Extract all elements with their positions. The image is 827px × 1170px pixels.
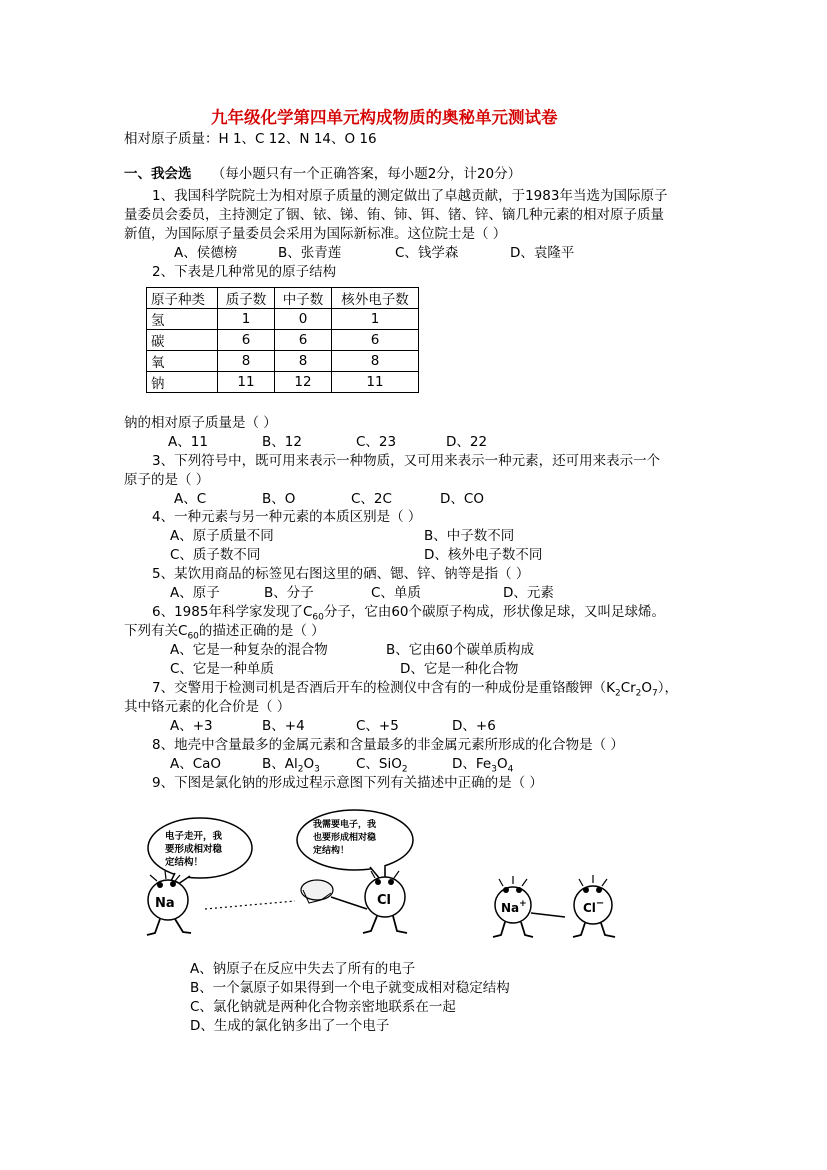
q9-option-a: A、钠原子在反应中失去了所有的电子	[190, 961, 416, 977]
q9-option-c: C、氯化钠就是两种化合物亲密地联系在一起	[190, 999, 456, 1015]
table-row	[147, 330, 419, 351]
q3-line2: 原子的是（ ）	[124, 472, 210, 488]
q6-subscript: 60	[312, 612, 324, 623]
q6-option-b: B、它由60个碳单质构成	[386, 642, 534, 658]
table-row	[147, 351, 419, 372]
q8-subscript: 3	[314, 764, 320, 775]
q7-option-a: A、+3	[170, 718, 213, 734]
q3-option-c: C、2C	[351, 491, 392, 507]
table-header-row	[147, 288, 419, 309]
q9-option-b: B、一个氯原子如果得到一个电子就变成相对稳定结构	[190, 980, 510, 996]
section-title: 一、我会选	[124, 166, 192, 182]
q8-option-text: D、Fe	[452, 756, 492, 772]
q8-option-text: O	[303, 756, 315, 772]
q4-option-c: C、质子数不同	[170, 547, 261, 563]
table-header: 核外电子数	[332, 288, 419, 309]
q1-line3: 新值，为国际原子量委员会采用为国际新标准。这位院士是（ ）	[124, 226, 507, 242]
table-cell: 8	[275, 351, 332, 372]
sodium-ion-character	[493, 876, 533, 937]
left-bubble-line: 定结构！	[165, 857, 204, 868]
atomic-masses: 相对原子质量：H 1、C 12、N 14、O 16	[124, 131, 377, 147]
electron-trail	[205, 901, 295, 909]
table-cell: 11	[332, 372, 419, 393]
q4-option-b: B、中子数不同	[424, 528, 515, 544]
right-bubble-line: 我需要电子，我	[313, 820, 377, 830]
butterfly-net-icon	[301, 880, 367, 909]
q7-text: O	[641, 680, 653, 696]
chlorine-atom-character	[363, 868, 407, 933]
q6-text: 6、1985年科学家发现了C	[152, 604, 313, 620]
na-label: Na	[155, 896, 175, 911]
q4-option-d: D、核外电子数不同	[424, 547, 543, 563]
table-cell: 碳	[147, 330, 218, 351]
q6-option-c: C、它是一种单质	[170, 661, 274, 677]
q7-option-b: B、+4	[262, 718, 305, 734]
table-cell: 钠	[147, 372, 218, 393]
cl-label: Cl	[377, 893, 391, 908]
q5-option-a: A、原子	[170, 585, 220, 601]
q1-option-b: B、张青莲	[278, 245, 342, 261]
q4-stem: 4、一种元素与另一种元素的本质区别是（ ）	[152, 509, 422, 525]
chloride-ion-character	[573, 875, 615, 937]
q6-option-a: A、它是一种复杂的混合物	[170, 642, 328, 658]
q1-option-c: C、钱学森	[395, 245, 459, 261]
q7-option-c: C、+5	[356, 718, 399, 734]
table-row	[147, 372, 419, 393]
table-cell: 6	[332, 330, 419, 351]
q8-subscript: 2	[297, 764, 304, 775]
table-header: 质子数	[218, 288, 275, 309]
q2-option-a: A、11	[168, 434, 208, 450]
na-ion-charge: +	[519, 899, 527, 909]
left-bubble-line: 要形成相对稳	[165, 844, 223, 855]
q7-text: ），	[657, 680, 679, 696]
section-instructions: （每小题只有一个正确答案，每小题2分，计20分）	[211, 166, 522, 182]
left-bubble-line: 电子走开，我	[165, 831, 223, 842]
q1-line2: 量委员会委员，主持测定了铟、铱、锑、铕、铈、铒、锗、锌、镝几种元素的相对原子质量	[124, 207, 664, 223]
table-cell: 氢	[147, 309, 218, 330]
q6-subscript: 60	[187, 631, 199, 642]
table-cell: 8	[218, 351, 275, 372]
q7-option-d: D、+6	[452, 718, 496, 734]
q8-subscript: 3	[491, 764, 497, 775]
table-cell: 12	[275, 372, 332, 393]
table-header: 原子种类	[147, 288, 218, 309]
atom-structure-table	[146, 287, 419, 393]
q8-subscript: 2	[401, 764, 408, 775]
q7-subscript: 7	[652, 688, 658, 699]
section-heading	[124, 162, 521, 182]
table-cell: 11	[218, 372, 275, 393]
q2-option-c: C、23	[356, 434, 397, 450]
q7-text: 7、交警用于检测司机是否酒后开车的检测仪中含有的一种成份是重铬酸钾（K	[152, 680, 615, 696]
holding-hands	[531, 913, 565, 917]
q1-option-a: A、侯德榜	[174, 245, 238, 261]
table-cell: 6	[275, 330, 332, 351]
table-cell: 0	[275, 309, 332, 330]
q3-option-a: A、C	[174, 491, 207, 507]
table-row	[147, 309, 419, 330]
q7-subscript: 2	[614, 688, 621, 699]
q3-option-b: B、O	[262, 491, 296, 507]
q6-text: 分子，它由60个碳原子构成，形状像足球，又叫足球烯。	[323, 604, 666, 620]
q5-stem: 5、某饮用商品的标签见右图这里的硒、锶、锌、钠等是指（ ）	[152, 566, 530, 582]
table-cell: 1	[218, 309, 275, 330]
q5-option-d: D、元素	[503, 585, 554, 601]
q5-option-b: B、分子	[264, 585, 314, 601]
q9-stem: 9、下图是氯化钠的形成过程示意图下列有关描述中正确的是（ ）	[152, 775, 543, 791]
q2-option-d: D、22	[446, 434, 488, 450]
right-bubble-line: 定结构！	[313, 846, 350, 856]
page-title: 九年级化学第四单元构成物质的奥秘单元测试卷	[211, 108, 558, 127]
q3-line1: 3、下列符号中，既可用来表示一种物质，又可用来表示一种元素，还可用来表示一个	[152, 453, 661, 469]
q8-option-text: C、SiO	[356, 756, 402, 772]
q6-text: 的描述正确的是（ ）	[198, 623, 325, 639]
q2-question: 钠的相对原子质量是（ ）	[124, 415, 277, 431]
cl-ion-symbol: Cl	[583, 901, 596, 915]
table-cell: 氧	[147, 351, 218, 372]
q2-option-b: B、12	[262, 434, 302, 450]
q8-subscript: 4	[507, 764, 514, 775]
q3-option-d: D、CO	[440, 491, 484, 507]
q8-stem: 8、地壳中含量最多的金属元素和含量最多的非金属元素所形成的化合物是（ ）	[152, 737, 624, 753]
table-header: 中子数	[275, 288, 332, 309]
table-cell: 8	[332, 351, 419, 372]
right-bubble-line: 也要形成相对稳	[313, 833, 377, 843]
q8-option-text: O	[496, 756, 508, 772]
q6-text: 下列有关C	[124, 623, 188, 639]
table-cell: 6	[218, 330, 275, 351]
q6-option-d: D、它是一种化合物	[400, 661, 519, 677]
q7-line2: 其中铬元素的化合价是（ ）	[124, 699, 291, 715]
right-speech-bubble	[297, 810, 413, 885]
q5-option-c: C、单质	[371, 585, 421, 601]
q7-subscript: 2	[635, 688, 642, 699]
q8-option-text: B、Al	[262, 756, 298, 772]
q8-option-a: A、CaO	[170, 756, 222, 772]
q4-option-a: A、原子质量不同	[170, 528, 274, 544]
cl-ion-charge: −	[595, 898, 605, 909]
sodium-chloride-formation-figure	[135, 805, 630, 945]
table-cell: 1	[332, 309, 419, 330]
q1-line1: 1、我国科学院院士为相对原子质量的测定做出了卓越贡献，于1983年当选为国际原子	[152, 188, 668, 204]
q2-stem: 2、下表是几种常见的原子结构	[152, 264, 337, 280]
q9-option-d: D、生成的氯化钠多出了一个电子	[190, 1018, 390, 1034]
q1-option-d: D、袁隆平	[510, 245, 575, 261]
q7-text: Cr	[620, 680, 636, 696]
na-ion-symbol: Na	[501, 901, 520, 915]
